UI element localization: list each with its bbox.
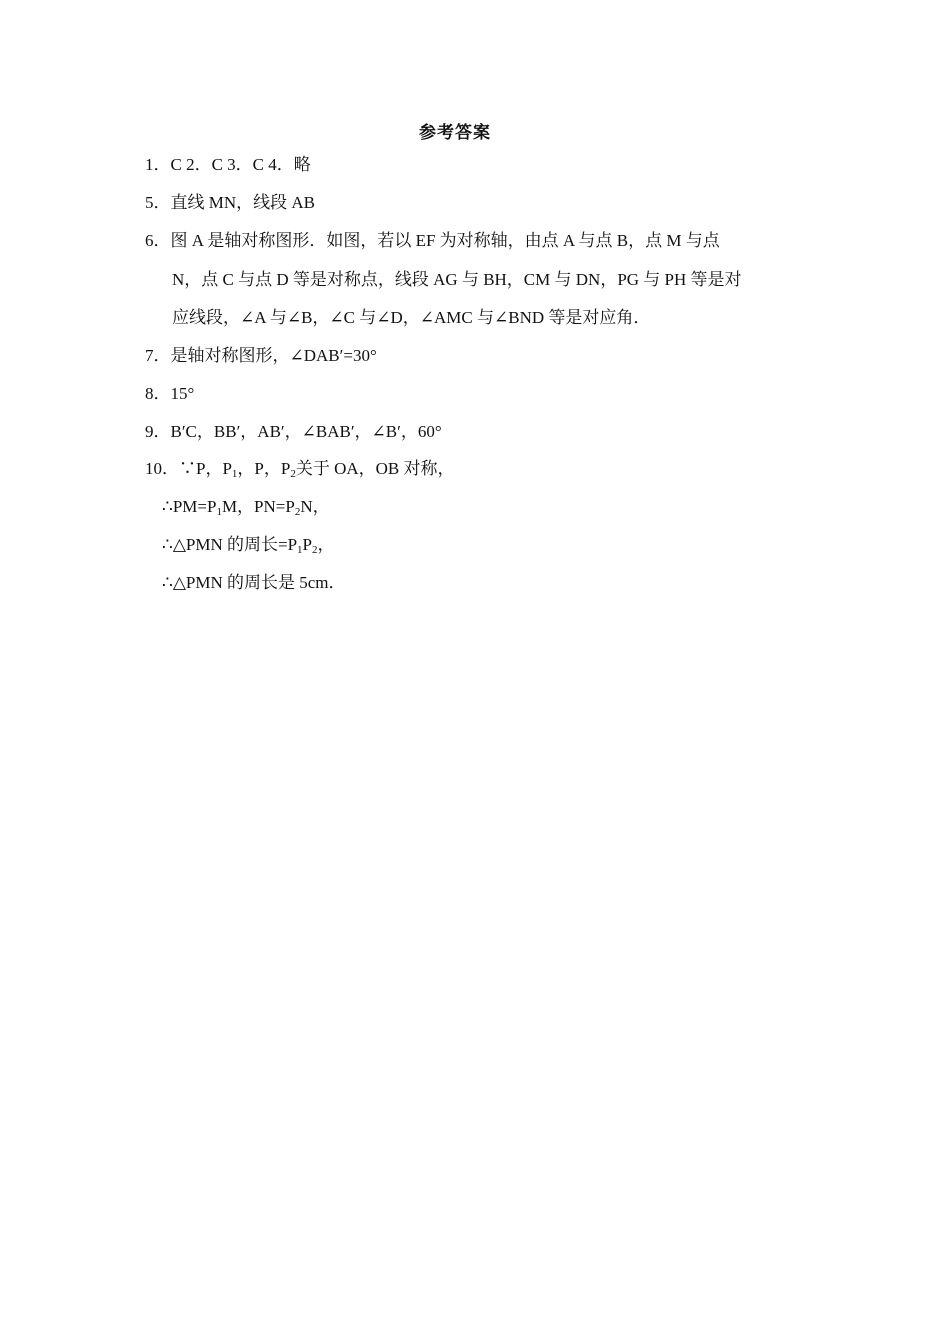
q10-step-2 — [162, 533, 335, 557]
answer-line-6c: 应线段，∠A 与∠B，∠C 与∠D，∠AMC 与∠BND 等是对应角． — [172, 308, 651, 327]
answer-line-7: 7．是轴对称图形，∠DAB′=30° — [145, 346, 377, 365]
answer-line-1-4: 1．C 2．C 3．C 4．略 — [145, 155, 311, 174]
answer-line-8: 8．15° — [145, 384, 195, 403]
q10-step1-a: ∴PM=P — [162, 497, 217, 516]
q10-step2-sub2: 2 — [312, 544, 318, 556]
q10-step2-b: P — [302, 535, 312, 554]
q10-sub2: 2 — [290, 468, 296, 480]
q10-head: 10．∵P，P — [145, 459, 232, 478]
q10-step-1 — [162, 495, 330, 519]
answer-line-6b: N，点 C 与点 D 等是对称点，线段 AG 与 BH，CM 与 DN，PG 与 PH 等是对 — [172, 270, 742, 289]
page-title: 参考答案 — [419, 123, 491, 142]
q10-step-3: ∴△PMN 的周长是 5cm． — [162, 573, 346, 592]
q10-step1-b: M，PN=P — [221, 497, 295, 516]
q10-step2-sub1: 1 — [297, 544, 303, 556]
q10-step1-sub1: 1 — [216, 506, 222, 518]
q10-step1-c: N， — [300, 497, 330, 516]
q10-step2-a: ∴△PMN 的周长=P — [162, 535, 298, 554]
q10-step1-sub2: 2 — [294, 506, 301, 518]
answer-line-10 — [145, 457, 455, 481]
q10-tail: 关于 OA，OB 对称， — [295, 459, 455, 478]
answer-line-9: 9．B′C，BB′，AB′，∠BAB′，∠B′，60° — [145, 422, 442, 441]
q10-sub1: 1 — [231, 468, 238, 480]
answer-line-6a: 6．图 A 是轴对称图形．如图，若以 EF 为对称轴，由点 A 与点 B，点 M 与点 — [145, 231, 720, 250]
answer-line-5: 5．直线 MN，线段 AB — [145, 193, 316, 212]
q10-mid: ，P，P — [237, 459, 291, 478]
q10-step2-c: ， — [317, 535, 335, 554]
